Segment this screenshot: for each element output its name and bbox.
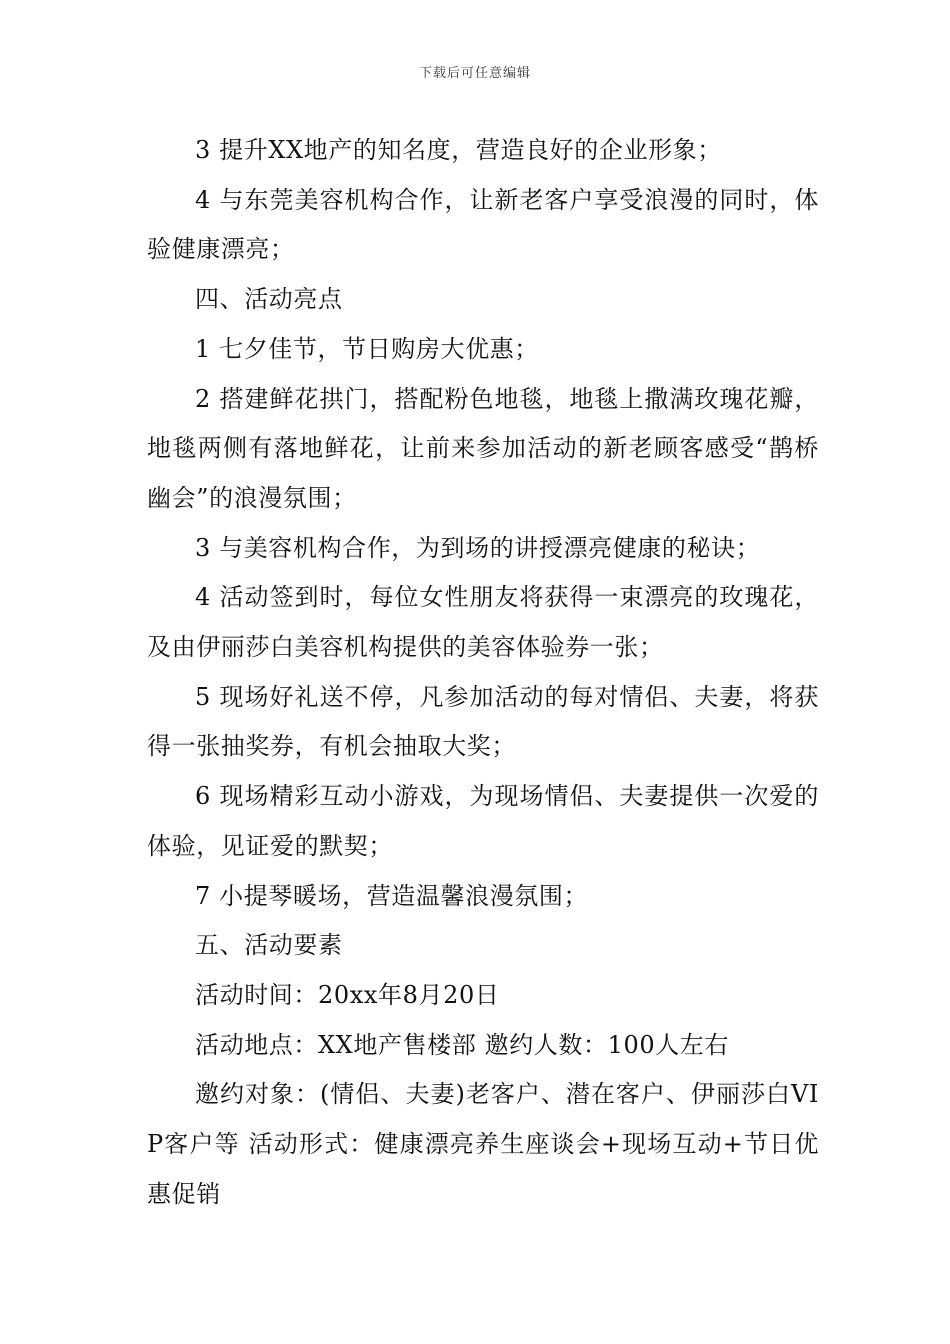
paragraph-goal-4: 4 与东莞美容机构合作，让新老客户享受浪漫的同时，体验健康漂亮； <box>147 185 819 264</box>
paragraph-event-location: 活动地点：XX地产售楼部 邀约人数：100人左右 <box>195 1030 730 1059</box>
paragraph-event-time: 活动时间：20xx年8月20日 <box>195 980 500 1009</box>
paragraph-highlight-1: 1 七夕佳节，节日购房大优惠； <box>195 334 539 363</box>
document-body <box>147 126 819 1219</box>
section-heading-highlights: 四、活动亮点 <box>195 285 343 314</box>
paragraph-highlight-2: 2 搭建鲜花拱门，搭配粉色地毯，地毯上撒满玫瑰花瓣，地毯两侧有落地鲜花，让前来参加活动的新老顾客感受“鹊桥幽会”的浪漫氛围； <box>147 384 819 512</box>
section-heading-elements: 五、活动要素 <box>195 931 343 960</box>
paragraph-highlight-7: 7 小提琴暖场，营造温馨浪漫氛围； <box>195 881 589 910</box>
paragraph-highlight-6: 6 现场精彩互动小游戏，为现场情侣、夫妻提供一次爱的体验，见证爱的默契； <box>147 782 819 860</box>
paragraph-highlight-5: 5 现场好礼送不停，凡参加活动的每对情侣、夫妻，将获得一张抽奖券，有机会抽取大奖； <box>147 682 819 761</box>
paragraph-highlight-4: 4 活动签到时，每位女性朋友将获得一束漂亮的玫瑰花，及由伊丽莎白美容机构提供的美容体验券一张； <box>147 583 819 662</box>
page-header-note: 下载后可任意编辑 <box>418 66 531 81</box>
paragraph-goal-3: 3 提升XX地产的知名度，营造良好的企业形象； <box>195 136 722 164</box>
paragraph-event-invitees: 邀约对象：(情侣、夫妻)老客户、潜在客户、伊丽莎白VIP客户等 活动形式：健康漂亮养生座谈会+现场互动+节日优惠促销 <box>147 1080 819 1208</box>
paragraph-highlight-3: 3 与美容机构合作，为到场的讲授漂亮健康的秘诀； <box>195 533 761 562</box>
